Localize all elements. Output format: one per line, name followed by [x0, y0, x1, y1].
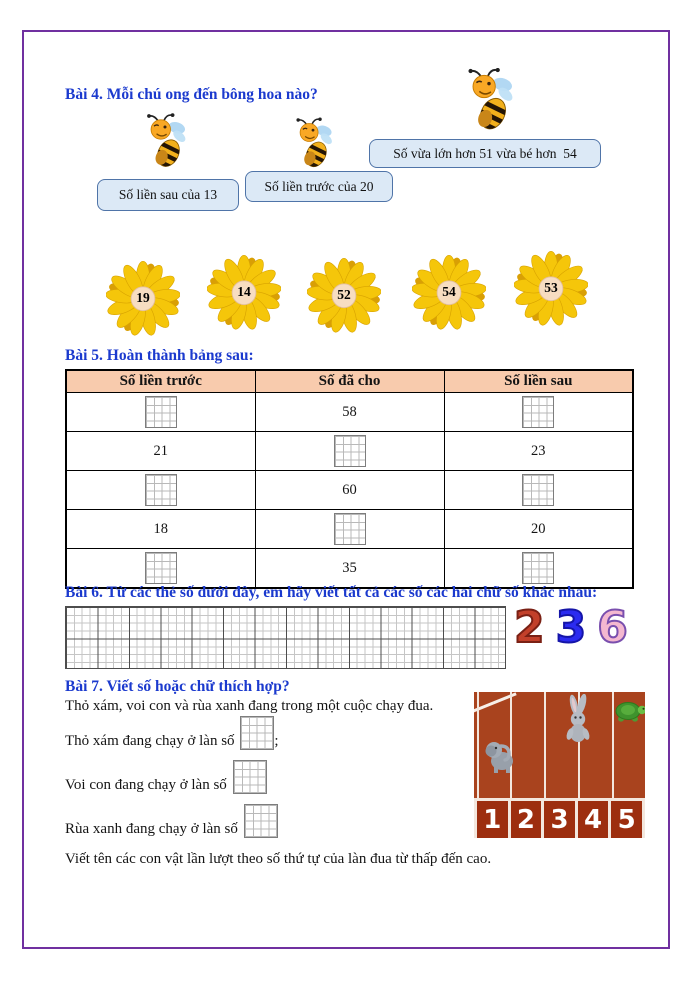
flower-number: 52: [337, 287, 351, 302]
lane-line: [544, 692, 546, 798]
turtle-icon: [612, 700, 645, 724]
line-text: Rùa xanh đang chạy ở làn số: [65, 821, 242, 837]
answer-box[interactable]: [145, 396, 177, 428]
col-header-prev: Số liền trước: [66, 370, 255, 393]
flower-52: [307, 255, 381, 333]
lane-number-4: 4: [578, 801, 609, 838]
exercise7-line-rabbit: [65, 716, 278, 750]
lane-number-5: 5: [611, 801, 642, 838]
line-suffix: ;: [274, 733, 279, 749]
bee-clue-2: [245, 171, 393, 202]
exercise5-table: [65, 369, 634, 589]
exercise5-title: Bài 5. Hoàn thành bảng sau:: [65, 347, 254, 364]
answer-cell: [444, 471, 633, 510]
digit-card-2: 2: [514, 602, 545, 653]
bee-icon: [138, 112, 192, 174]
flower-number: 14: [237, 284, 251, 299]
flower-14: [207, 252, 281, 330]
answer-box[interactable]: [522, 396, 554, 428]
lane-number-strip: [474, 798, 645, 838]
table-row: [66, 471, 633, 510]
answer-box[interactable]: [522, 474, 554, 506]
bee-icon: [458, 68, 520, 136]
value-cell: 18: [66, 510, 255, 549]
lane-line: [477, 692, 479, 798]
answer-box[interactable]: [240, 716, 274, 750]
digit-card-3: 3: [555, 602, 587, 653]
table-row: [66, 432, 633, 471]
table-header-row: [66, 370, 633, 393]
exercise7-line-elephant: [65, 759, 267, 794]
answer-box[interactable]: [334, 435, 366, 467]
bee-clue-2-text: Số liền trước của 20: [264, 178, 374, 194]
value-cell: 58: [255, 393, 444, 432]
table-row: [66, 510, 633, 549]
digit-card-6: 6: [597, 602, 628, 653]
answer-cell: [66, 471, 255, 510]
answer-box[interactable]: [334, 513, 366, 545]
flower-54: [412, 252, 486, 330]
answer-box[interactable]: [244, 804, 278, 838]
value-cell: 60: [255, 471, 444, 510]
exercise7-title: Bài 7. Viết số hoặc chữ thích hợp?: [65, 678, 290, 695]
flower-19: [106, 258, 180, 336]
table-row: [66, 393, 633, 432]
bee-clue-3: [369, 139, 601, 168]
flower-53: [514, 248, 588, 326]
value-cell: 35: [255, 549, 444, 589]
bee-clue-3-text: Số vừa lớn hơn 51 vừa bé hơn 54: [393, 145, 577, 161]
line-text: Thỏ xám đang chạy ở làn số: [65, 733, 239, 749]
bee-clue-1: [97, 179, 239, 211]
exercise7-intro: Thỏ xám, voi con và rùa xanh đang trong một cuộc chạy đua.: [65, 698, 434, 714]
answer-cell: [255, 432, 444, 471]
answer-cell: [444, 393, 633, 432]
flower-number: 19: [136, 290, 150, 305]
flower-number: 54: [442, 284, 456, 299]
table-row: [66, 549, 633, 589]
digit-cards: [514, 602, 628, 653]
answer-box[interactable]: [522, 552, 554, 584]
answer-cell: [444, 549, 633, 589]
value-cell: 21: [66, 432, 255, 471]
exercise6-title: Bài 6. Từ các thẻ số dưới đây, em hãy viết tất cả các số các hai chữ số khác nhau:: [65, 584, 598, 601]
answer-box[interactable]: [233, 760, 267, 794]
bee-icon: [288, 116, 338, 174]
lane-number-1: 1: [477, 801, 508, 838]
worksheet-border: [22, 30, 670, 949]
exercise7-line-turtle: [65, 802, 278, 838]
answer-cell: [66, 549, 255, 589]
answer-cell: [66, 393, 255, 432]
exercise7-outro: Viết tên các con vật lần lượt theo số thứ tự của làn đua từ thấp đến cao.: [65, 851, 492, 867]
col-header-next: Số liền sau: [444, 370, 633, 393]
writing-grid[interactable]: [65, 606, 506, 669]
flower-number: 53: [544, 280, 558, 295]
elephant-icon: [482, 736, 518, 774]
rabbit-icon: [562, 694, 594, 742]
line-text: Voi con đang chạy ở làn số: [65, 777, 231, 793]
col-header-given: Số đã cho: [255, 370, 444, 393]
answer-box[interactable]: [145, 552, 177, 584]
lane-number-3: 3: [544, 801, 575, 838]
answer-box[interactable]: [145, 474, 177, 506]
value-cell: 20: [444, 510, 633, 549]
race-track-image: [474, 692, 645, 838]
lane-number-2: 2: [511, 801, 542, 838]
value-cell: 23: [444, 432, 633, 471]
bee-clue-1-text: Số liền sau của 13: [118, 187, 218, 202]
answer-cell: [255, 510, 444, 549]
exercise4-title: Bài 4. Mỗi chú ong đến bông hoa nào?: [65, 86, 318, 103]
